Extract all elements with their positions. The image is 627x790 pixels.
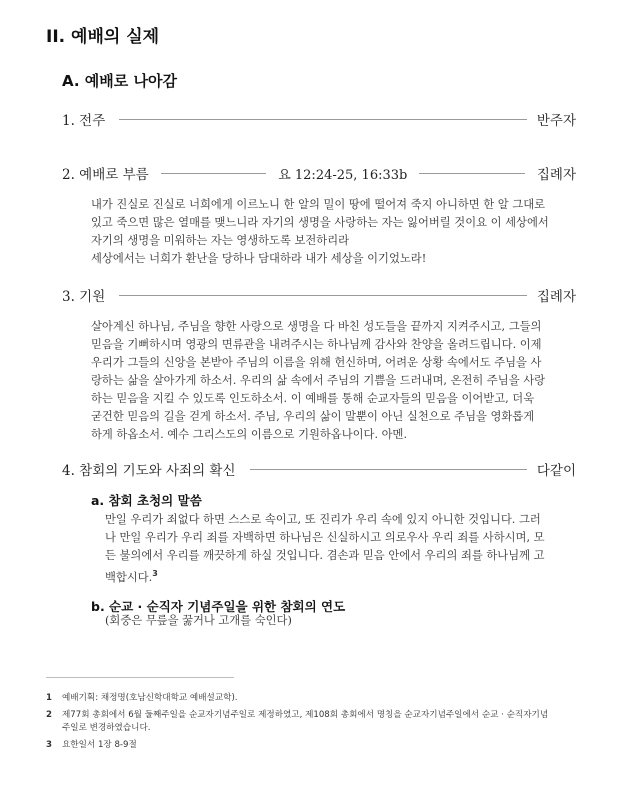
text-line: 내가 진실로 진실로 너희에게 이르노니 한 알의 밀이 땅에 떨어져 죽지 아니하면 한 알 그대로 xyxy=(91,198,546,211)
text-line: 만일 우리가 죄없다 하면 스스로 속이고, 또 진리가 우리 속에 있지 아니한 것입니다. 그러 xyxy=(105,513,541,526)
text-line: 믿음을 기뻐하시며 영광의 면류관을 내려주시는 하나님께 감사와 찬양을 올려드립니다. 이제 xyxy=(91,338,542,351)
text-line: 제77회 총회에서 6월 둘째주일을 순교자기념주일로 제정하였고, 제108회 총회에서 명칭을 순교자기념주일에서 순교 · 순직자기념 xyxy=(62,710,549,720)
text-line: 자기의 생명을 미워하는 자는 영생하도록 보전하리라 xyxy=(91,234,350,247)
text-line: 랑하는 삶을 살아가게 하소서. 우리의 삶 속에서 주님의 기쁨을 드러내며, 온전히 주님을 사랑 xyxy=(91,374,546,387)
leader-line xyxy=(250,469,527,470)
scripture-reference: 요 12:24-25, 16:33b xyxy=(278,167,408,183)
item-label: 3. 기원 xyxy=(62,289,106,305)
text-line: 든 불의에서 우리를 깨끗하게 하실 것입니다. 겸손과 믿음 안에서 우리의 죄를 하나님께 고 xyxy=(105,549,545,562)
text-line xyxy=(105,565,565,587)
footnote-1 xyxy=(46,692,586,705)
text-line: 굳건한 믿음의 길을 걷게 하소서. 주님, 우리의 삶이 말뿐이 아닌 실천으로 주님을 영화롭게 xyxy=(91,410,535,423)
text-line: 하는 믿음을 지킬 수 있도록 인도하소서. 이 예배를 통해 순교자들의 믿음을 이어받고, 더욱 xyxy=(91,392,535,405)
leader-line xyxy=(119,295,527,296)
footnote-text xyxy=(62,709,548,735)
leader-line xyxy=(119,119,527,120)
order-item-invocation xyxy=(62,285,576,305)
footnote-number: 2 xyxy=(46,710,52,720)
item-label: 1. 전주 xyxy=(62,113,106,129)
text-line: 살아계신 하나님, 주님을 향한 사랑으로 생명을 다 바친 성도들을 끝까지 지켜주시고, 그들의 xyxy=(91,320,542,333)
item-role: 다같이 xyxy=(536,463,576,479)
subsection-title-a: a. 참회 초청의 말씀 xyxy=(91,493,202,508)
item-role: 집례자 xyxy=(536,167,576,183)
text-line: 나 만일 우리가 우리 죄를 자백하면 하나님은 신실하시고 의로우사 우리 죄를 사하시며, 모 xyxy=(105,531,545,544)
invocation-text xyxy=(91,318,561,444)
footnote-3 xyxy=(46,739,586,752)
footnote-divider xyxy=(46,677,234,678)
item-role: 반주자 xyxy=(536,113,576,129)
item-role: 집례자 xyxy=(536,289,576,305)
text-line: 주일로 변경하였습니다. xyxy=(62,723,151,733)
footnote-text xyxy=(62,739,137,752)
section-title: A. 예배로 나아감 xyxy=(62,72,177,90)
litany-note xyxy=(105,612,565,630)
confession-invitation-text xyxy=(105,511,565,587)
footnote-number: 1 xyxy=(46,693,52,703)
subsection-title-b: b. 순교 · 순직자 기념주일을 위한 참회의 연도 xyxy=(91,599,346,614)
item-label: 2. 예배로 부름 xyxy=(62,167,149,183)
order-item-call-to-worship xyxy=(62,163,576,183)
text-line: 하게 하옵소서. 예수 그리스도의 이름으로 기원하옵나이다. 아멘. xyxy=(91,428,408,441)
footnote-number: 3 xyxy=(46,740,52,750)
text-line-end: 백합시다. xyxy=(105,570,153,584)
text-line: (회중은 무릎을 꿇거나 고개를 숙인다) xyxy=(105,614,292,627)
order-item-confession xyxy=(62,459,576,479)
order-item-prelude xyxy=(62,109,576,129)
item-label: 4. 참회의 기도와 사죄의 확신 xyxy=(62,463,236,479)
part-title: II. 예배의 실제 xyxy=(46,27,160,47)
leader-line xyxy=(419,173,525,174)
leader-line xyxy=(161,173,267,174)
text-line: 세상에서는 너희가 환난을 당하나 담대하라 내가 세상을 이기었노라! xyxy=(91,252,427,265)
footnote-ref[interactable]: 3 xyxy=(152,569,158,578)
call-to-worship-text xyxy=(91,196,561,268)
text-line: 있고 죽으면 많은 열매를 맺느니라 자기의 생명을 사랑하는 자는 잃어버릴 것이요 이 세상에서 xyxy=(91,216,549,229)
text-line: 우리가 그들의 신앙을 본받아 주님의 이름을 위해 헌신하며, 어려운 상황 속에서도 주님을 사 xyxy=(91,356,542,369)
footnote-2 xyxy=(46,709,586,735)
text-line: 예배기획: 채정명(호남신학대학교 예배설교학). xyxy=(62,693,238,703)
footnote-text xyxy=(62,692,238,705)
text-line: 요한일서 1장 8-9절 xyxy=(62,740,137,750)
